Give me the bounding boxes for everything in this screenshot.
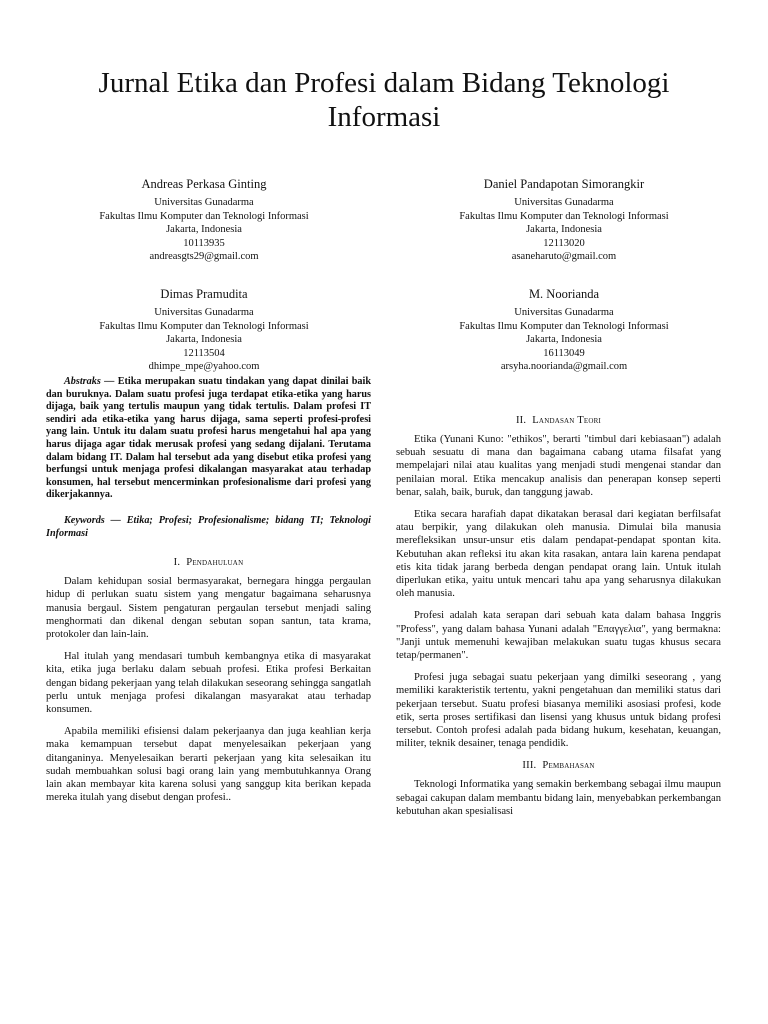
author-block — [394, 176, 734, 264]
paragraph: Dalam kehidupan sosial bermasyarakat, bernegara hingga pergaulan hidup di perlukan suatu sistem yang mengatur bagaimana seharusnya manusia bergaul. Sistem pengaturan pergaulan tersebut menjadi saling menghormati dan dikenal dengan sebutan sopan santun, tata krama, protokoler dan lain-lain. — [46, 576, 371, 640]
author-email: andreasgts29@gmail.com — [149, 251, 259, 263]
abstract-label: Abstraks — [64, 376, 101, 387]
author-affiliation: Universitas Gunadarma — [514, 197, 614, 208]
paragraph: Profesi juga sebagai suatu pekerjaan yang dimilki seseorang , yang memiliki karakteristik tertentu, yakni pengetahuan dan memiliki status dari pekerjaan tersebut. Suatu profesi biasanya memiliki asosiasi profesi, kode etik, serta proses sertifikasi dan lisensi yang khusus untuk bidang profesi tersebut. Contoh profesi adalah pada bidang hukum, kesehatan, keuangan, militer, teknik desainer, tenaga pendidik. — [396, 672, 721, 750]
author-name: M. Noorianda — [528, 287, 600, 301]
right-column — [396, 410, 721, 827]
section-number: II. — [515, 415, 527, 426]
author-city: Jakarta, Indonesia — [166, 334, 242, 346]
author-block — [394, 286, 734, 374]
left-column — [46, 376, 371, 813]
paragraph: Teknologi Informatika yang semakin berkembang sebagai ilmu maupun sebagai cakupan dalam membantu bidang lain, menyebabkan perkembangan kebutuhan akan spesialisasi — [396, 779, 721, 817]
section-title: Landasan Teori — [532, 415, 602, 426]
author-npm: 16113049 — [543, 347, 585, 359]
section-title: Pembahasan — [542, 760, 595, 772]
author-npm: 10113935 — [183, 237, 225, 249]
author-affiliation: Universitas Gunadarma — [154, 307, 254, 318]
author-email: dhimpe_mpe@yahoo.com — [148, 361, 260, 373]
section-number: III. — [522, 760, 537, 772]
paragraph: Profesi adalah kata serapan dari sebuah kata dalam bahasa Inggris "Profess", yang dalam bahasa Yunani adalah "Επαγγελια", yang bermakna: "Janji untuk memenuhi kewajiban melakukan suatu tugas khusus secara tetap/permanen". — [396, 610, 721, 662]
paragraph: Hal itulah yang mendasari tumbuh kembangnya etika di masyarakat kita, etika juga berlaku dalam sebuah profesi. Etika profesi Berkaitan dengan bidang pekerjaan yang telah dilakukan seseorang sehingga sangatlah perlu untuk menjaga profesi dikalangan masyarakat atau terhadap konsumen. — [46, 651, 371, 715]
section-heading — [46, 556, 371, 569]
author-npm: 12113020 — [543, 237, 585, 249]
author-npm: 12113504 — [183, 347, 225, 359]
section-number: I. — [173, 557, 181, 569]
author-faculty: Fakultas Ilmu Komputer dan Teknologi Informasi — [459, 210, 669, 222]
author-city: Jakarta, Indonesia — [526, 334, 602, 346]
author-city: Jakarta, Indonesia — [526, 224, 602, 236]
paragraph: Apabila memiliki efisiensi dalam pekerjaanya dan juga keahlian kerja maka kemampuan tersebut dapat menyelesaikan pekerjaan yang ditanganinya. Menyelesaikan berarti pekerjaan yang kita selesaikan itu sudah membuahkan solusi bagi orang lain yang membutuhkannya Orang lain akan membayar kita karena solusi yang sanggup kita berikan kepada mereka itulah yang disebut dengan profesi.. — [46, 726, 371, 804]
paragraph: Etika (Yunani Kuno: "ethikos", berarti "timbul dari kebiasaan") adalah sebuah sesuatu di mana dan bagaimana cabang utama filsafat yang mempelajari nilai atau kualitas yang menjadi studi mengenai standar dan penilaian moral. Etika mencakup analisis dan penerapan konsep seperti benar, salah, baik, buruk, dan tanggung jawab. — [396, 434, 721, 498]
author-name: Daniel Pandapotan Simorangkir — [483, 177, 645, 191]
author-faculty: Fakultas Ilmu Komputer dan Teknologi Informasi — [99, 320, 309, 332]
section-heading — [396, 414, 721, 427]
author-name: Andreas Perkasa Ginting — [141, 177, 267, 191]
author-faculty: Fakultas Ilmu Komputer dan Teknologi Informasi — [99, 210, 309, 222]
abstract-separator: — — [100, 376, 118, 387]
keywords-separator: — — [104, 514, 127, 526]
keywords-text: Etika; Profesi; Profesionalisme; bidang TI; Teknologi Informasi — [46, 514, 372, 539]
author-faculty: Fakultas Ilmu Komputer dan Teknologi Informasi — [459, 320, 669, 332]
author-block — [34, 286, 374, 374]
abstract — [46, 376, 371, 502]
author-block — [34, 176, 374, 264]
paragraph: Etika secara harafiah dapat dikatakan berasal dari kegiatan berfilsafat atau berpikir, yang dilakukan oleh manusia. Dimulai bila manusia merefleksikan unsur-unsur etis dalam pendapat-pendapat spontan kita. Kebutuhan akan refleksi itu akan kita rasakan, antara lain karena pendapat etis kita tidak jarang berbeda dengan pendapat orang lain. Untuk itulah diperlukan etika, yaitu untuk mencari tahu apa yang seharusnya dilakukan oleh manusia. — [396, 509, 721, 600]
author-affiliation: Universitas Gunadarma — [514, 307, 614, 318]
section-title: Pendahuluan — [186, 557, 244, 569]
author-name: Dimas Pramudita — [160, 287, 248, 301]
paper-title: Jurnal Etika dan Profesi dalam Bidang Teknologi Informasi — [98, 67, 670, 133]
author-email: asaneharuto@gmail.com — [511, 251, 617, 263]
author-city: Jakarta, Indonesia — [166, 224, 242, 236]
author-email: arsyha.noorianda@gmail.com — [500, 361, 628, 373]
section-heading — [396, 759, 721, 772]
abstract-text: Etika merupakan suatu tindakan yang dapat dinilai baik dan buruknya. Dalam suatu profesi juga terdapat etika-etika yang harus dijaga, baik yang tertulis maupun yang tidak tertulis. Dalam profesi IT sendiri ada etika-etika yang harus dijaga, sama seperti profesi-profesi yang lain. Untuk itu dalam suatu profesi harus mengetahui hal apa yang harus dijaga agar tidak merusak profesi yang sedang dijalani. Terutama dalam bidang IT. Dalam hal tersebut ada yang disebut etika profesi yang berfungsi untuk menjaga profesi dikalangan masyarakat atau terhadap konsumen, hal tersebut mencerminkan profesionalisme dari profesi yang dikerjakannya. — [46, 376, 371, 501]
keywords-label: Keywords — [64, 514, 105, 526]
author-affiliation: Universitas Gunadarma — [154, 197, 254, 208]
keywords — [46, 515, 371, 540]
